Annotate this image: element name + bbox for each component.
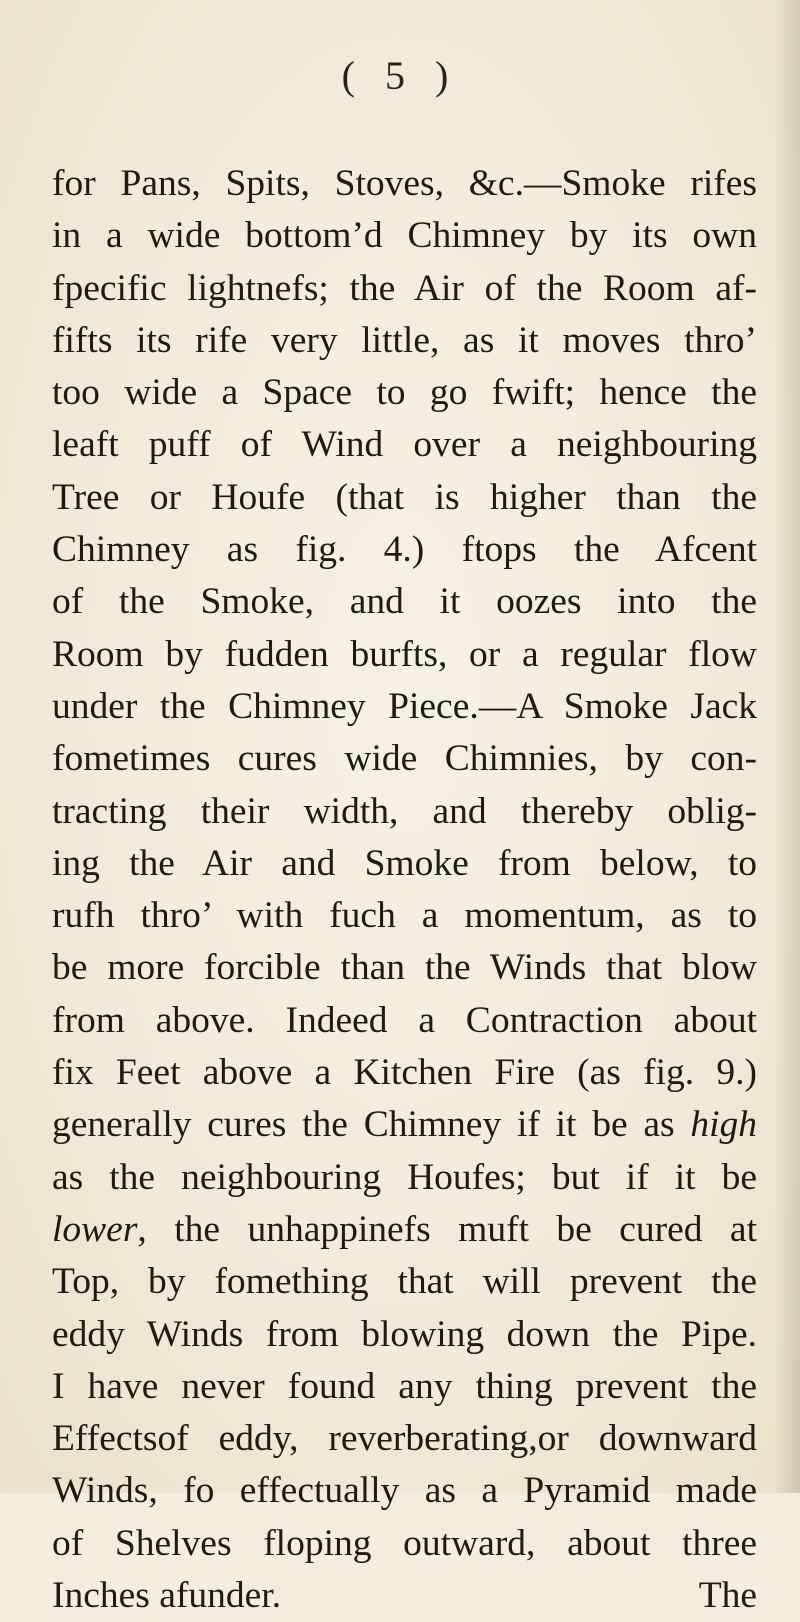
page-number: ( 5 ) (341, 53, 459, 98)
text-line-15: rufh thro’ with fuch a momentum, as to (52, 895, 757, 937)
text-line-5: too wide a Space to go fwift; hence the (52, 372, 757, 414)
text-line-24: I have never found any thing prevent the (52, 1365, 757, 1407)
text-line-13: tracting their width, and thereby oblig- (52, 790, 757, 832)
text-line-21 (52, 1204, 757, 1256)
italic-word-high: high (690, 1104, 757, 1146)
text-line-17: from above. Indeed a Contraction about (52, 999, 757, 1041)
text-line-26: Winds, fo effectually as a Pyramid made (52, 1470, 757, 1512)
text-line-28 (52, 1570, 757, 1622)
text-line-2: in a wide bottom’d Chimney by its own (52, 215, 757, 257)
text-line-8: Chimney as fig. 4.) ftops the Afcent (52, 529, 757, 571)
page-edge-shadow (774, 0, 800, 1493)
text-line-7: Tree or Houfe (that is higher than the (52, 476, 757, 518)
text-line-11: under the Chimney Piece.—A Smoke Jack (52, 685, 757, 727)
text-line-12: fometimes cures wide Chimnies, by con- (52, 738, 757, 780)
text-line-9: of the Smoke, and it oozes into the (52, 581, 757, 623)
text-line-14: ing the Air and Smoke from below, to (52, 842, 757, 884)
last-line-text: Inches afunder. (52, 1575, 282, 1617)
text-line-23: eddy Winds from blowing down the Pipe. (52, 1313, 757, 1355)
text-line-27: of Shelves floping outward, about three (52, 1522, 757, 1564)
text-line-18: fix Feet above a Kitchen Fire (as fig. 9.) (52, 1052, 757, 1094)
text-line-19-start: generally cures the Chimney if it be as (52, 1104, 691, 1146)
text-line-20: as the neighbouring Houfes; but if it be (52, 1156, 757, 1198)
text-line-4: fifts its rife very little, as it moves thro’ (52, 319, 757, 361)
text-line-19 (52, 1099, 757, 1151)
text-line-16: be more forcible than the Winds that blow (52, 947, 757, 989)
text-line-1: for Pans, Spits, Stoves, &c.—Smoke rifes (52, 163, 757, 204)
italic-word-lower: lower (52, 1208, 138, 1250)
text-line-10: Room by fudden burfts, or a regular flow (52, 633, 757, 675)
body-text (52, 158, 757, 1622)
catchword: The (698, 1575, 757, 1617)
text-line-6: leaft puff of Wind over a neighbouring (52, 424, 757, 466)
text-line-21-rest: , the unhappinefs muft be cured at (137, 1208, 757, 1250)
text-line-25: Effectsof eddy, reverberating,or downward (52, 1418, 757, 1460)
text-line-22: Top, by fomething that will prevent the (52, 1261, 757, 1303)
text-line-3: fpecific lightnefs; the Air of the Room af- (52, 267, 757, 309)
